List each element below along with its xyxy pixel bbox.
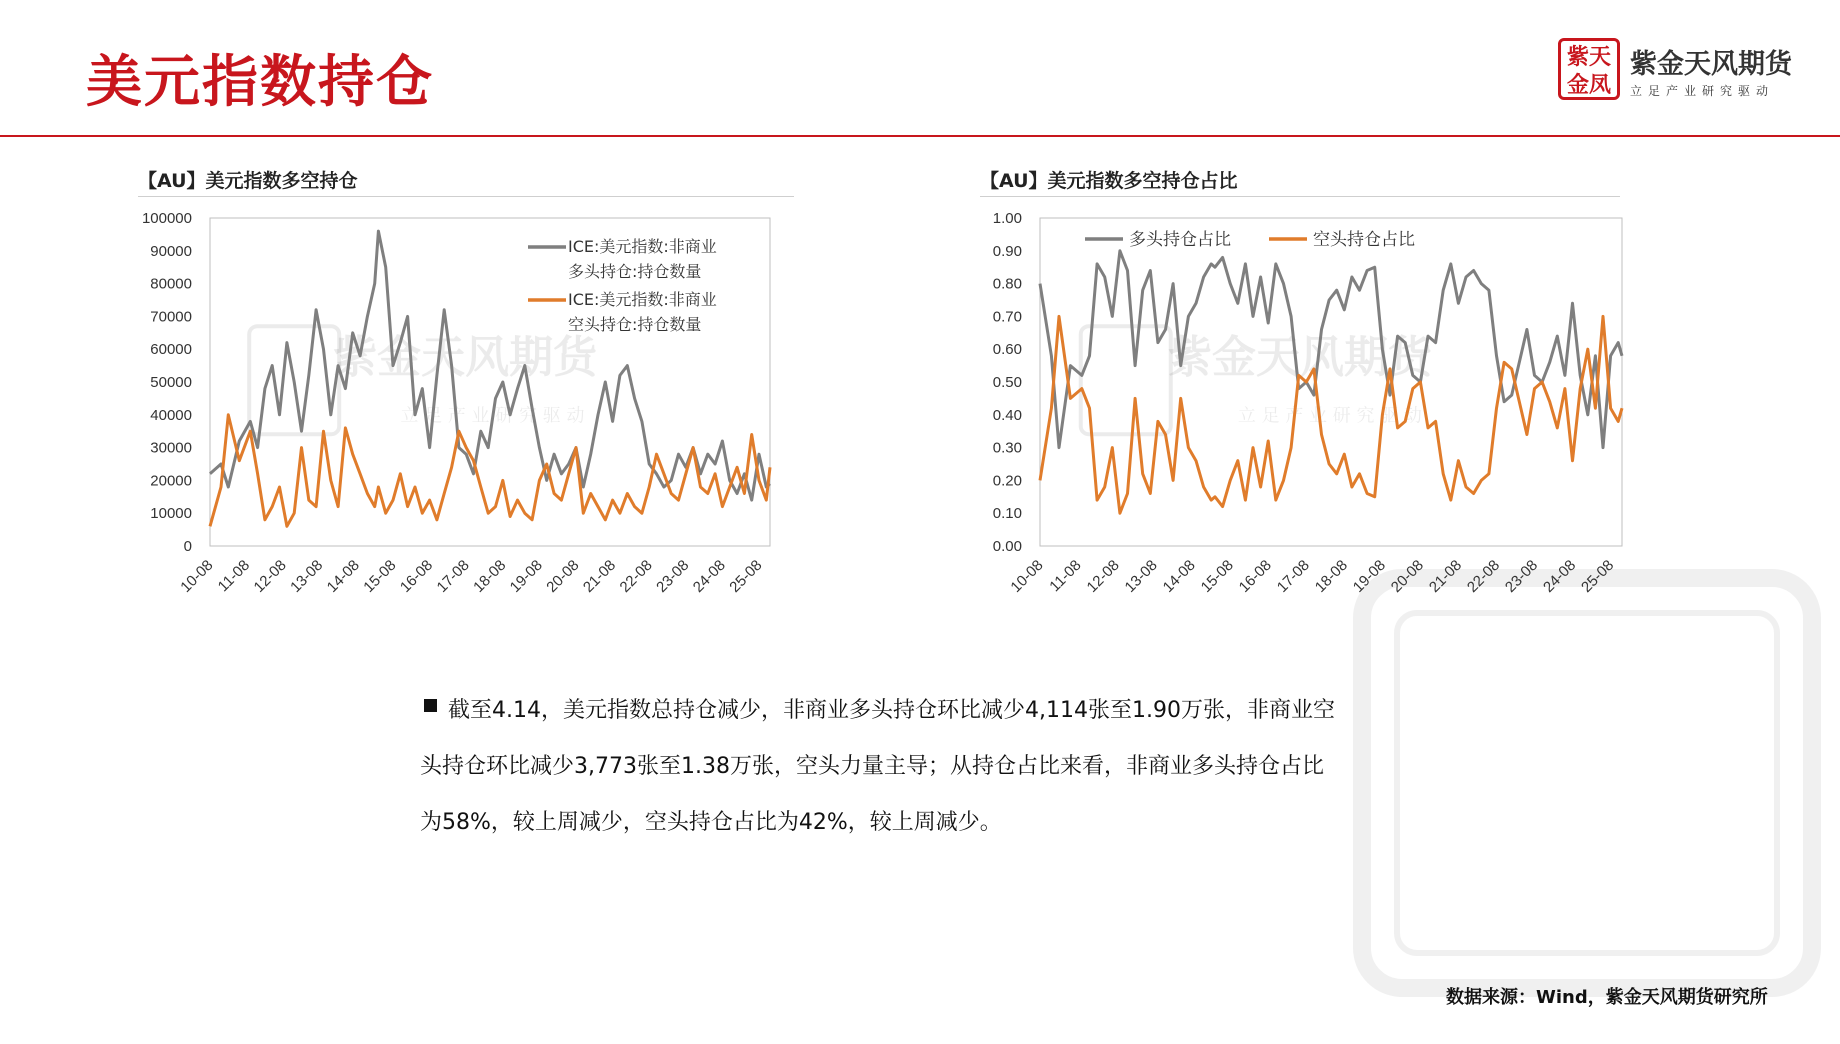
- chart1-xtick-label: 23-08: [653, 556, 693, 596]
- chart1-ytick-label: 0: [183, 538, 192, 555]
- data-source: 数据来源：Wind，紫金天风期货研究所: [1446, 987, 1768, 1008]
- chart2-xtick-label: 20-08: [1387, 556, 1428, 596]
- chart1-group: [142, 210, 770, 596]
- chart1-xtick-label: 11-08: [214, 556, 254, 596]
- chart1-ytick-label: 60000: [150, 341, 192, 359]
- chart2-ytick-label: 0.10: [992, 505, 1022, 523]
- chart1-xtick-label: 12-08: [250, 556, 290, 596]
- chart2-xtick-label: 17-08: [1273, 556, 1313, 596]
- chart2-xtick-label: 23-08: [1501, 556, 1542, 596]
- chart1-ytick-label: 30000: [150, 439, 192, 457]
- chart2-legend-label: 空头持仓占比: [1313, 230, 1415, 250]
- chart2-ytick-label: 0.70: [992, 308, 1022, 326]
- chart1-legend-label: 多头持仓:持仓数量: [568, 262, 702, 281]
- chart2-xtick-label: 11-08: [1046, 556, 1085, 596]
- chart2-xtick-label: 12-08: [1083, 556, 1123, 596]
- chart1-ytick-label: 20000: [150, 472, 192, 490]
- chart1-xtick-label: 13-08: [287, 556, 327, 596]
- chart1-xtick-label: 17-08: [433, 556, 473, 596]
- chart2-xtick-label: 16-08: [1235, 556, 1275, 596]
- brand-tagline: 立足产业研究驱动: [1630, 84, 1775, 98]
- chart1-xtick-label: 25-08: [726, 556, 766, 596]
- chart1-legend-label: 空头持仓:持仓数量: [568, 315, 702, 334]
- chart1-ytick-label: 40000: [150, 406, 192, 424]
- chart2-watermark-tagline: 立 足 产 业 研 究 驱 动: [1237, 405, 1422, 427]
- chart1-xtick-label: 15-08: [360, 556, 400, 596]
- chart1-ytick-label: 50000: [150, 374, 192, 391]
- chart1-watermark-tagline: 立 足 产 业 研 究 驱 动: [400, 405, 585, 427]
- chart1-xtick-label: 14-08: [323, 556, 363, 596]
- chart2-ytick-label: 0.00: [992, 538, 1022, 555]
- commentary-body: 截至4.14，美元指数总持仓减少，非商业多头持仓环比减少4,114张至1.90万张，非商业空头持仓环比减少3,773张至1.38万张，空头力量主导；从持仓占比来看，非商业多头持仓占比为58%，较上周减少，空头持仓占比为42%，较上周减少。: [420, 698, 1335, 835]
- brand-name: 紫金天风期货: [1630, 49, 1792, 80]
- chart2-ytick-label: 0.50: [992, 374, 1022, 391]
- chart2-ytick-label: 1.00: [992, 210, 1022, 227]
- chart2-xtick-label: 15-08: [1197, 556, 1237, 596]
- chart1-ytick-label: 70000: [150, 308, 192, 326]
- brand-seal-icon: 紫天 金凤: [1558, 38, 1620, 100]
- chart2-group: [993, 210, 1622, 596]
- chart2-xtick-label: 13-08: [1121, 556, 1161, 596]
- chart1-xtick-label: 18-08: [470, 556, 510, 596]
- chart1-xtick-label: 22-08: [616, 556, 656, 596]
- chart1-watermark-name: 紫金天风期货: [333, 332, 598, 384]
- chart2-legend-label: 多头持仓占比: [1129, 230, 1231, 250]
- chart1-ytick-label: 90000: [150, 242, 192, 260]
- chart1-ytick-label: 80000: [150, 275, 192, 293]
- chart2-ytick-label: 0.90: [992, 242, 1022, 260]
- chart2-xtick-label: 18-08: [1311, 556, 1351, 596]
- chart2-xtick-label: 21-08: [1425, 556, 1466, 596]
- chart2-ytick-label: 0.30: [992, 439, 1022, 457]
- chart2-xtick-label: 24-08: [1540, 556, 1580, 596]
- commentary-text: [420, 683, 1340, 851]
- chart1-xtick-label: 20-08: [543, 556, 583, 596]
- chart2-xtick-label: 25-08: [1578, 556, 1618, 596]
- chart1-xtick-label: 10-08: [177, 556, 217, 596]
- chart2-ytick-label: 0.60: [992, 341, 1022, 359]
- chart2-ytick-label: 0.20: [992, 472, 1022, 490]
- chart1-xtick-label: 24-08: [689, 556, 729, 596]
- chart2-xtick-label: 22-08: [1463, 556, 1504, 596]
- chart1-ytick-label: 10000: [150, 505, 192, 523]
- chart1-ytick-label: 100000: [141, 210, 192, 227]
- chart1-xtick-label: 19-08: [506, 556, 546, 596]
- chart2-xtick-label: 10-08: [1007, 556, 1047, 596]
- chart1-legend-label: ICE:美元指数:非商业: [568, 237, 717, 256]
- chart2-xtick-label: 19-08: [1349, 556, 1389, 596]
- chart2-title: 【AU】美元指数多空持仓占比: [980, 170, 1238, 192]
- chart2-xtick-label: 14-08: [1159, 556, 1199, 596]
- chart1-xtick-label: 21-08: [579, 556, 620, 596]
- page-title: 美元指数持仓: [86, 49, 434, 115]
- chart1-xtick-label: 16-08: [396, 556, 437, 596]
- chart2-ytick-label: 0.80: [992, 275, 1022, 293]
- chart1-title: 【AU】美元指数多空持仓: [138, 170, 358, 192]
- chart2-ytick-label: 0.40: [992, 406, 1022, 424]
- chart2-watermark-name: 紫金天风期货: [1168, 332, 1433, 384]
- chart1-legend-label: ICE:美元指数:非商业: [568, 290, 717, 309]
